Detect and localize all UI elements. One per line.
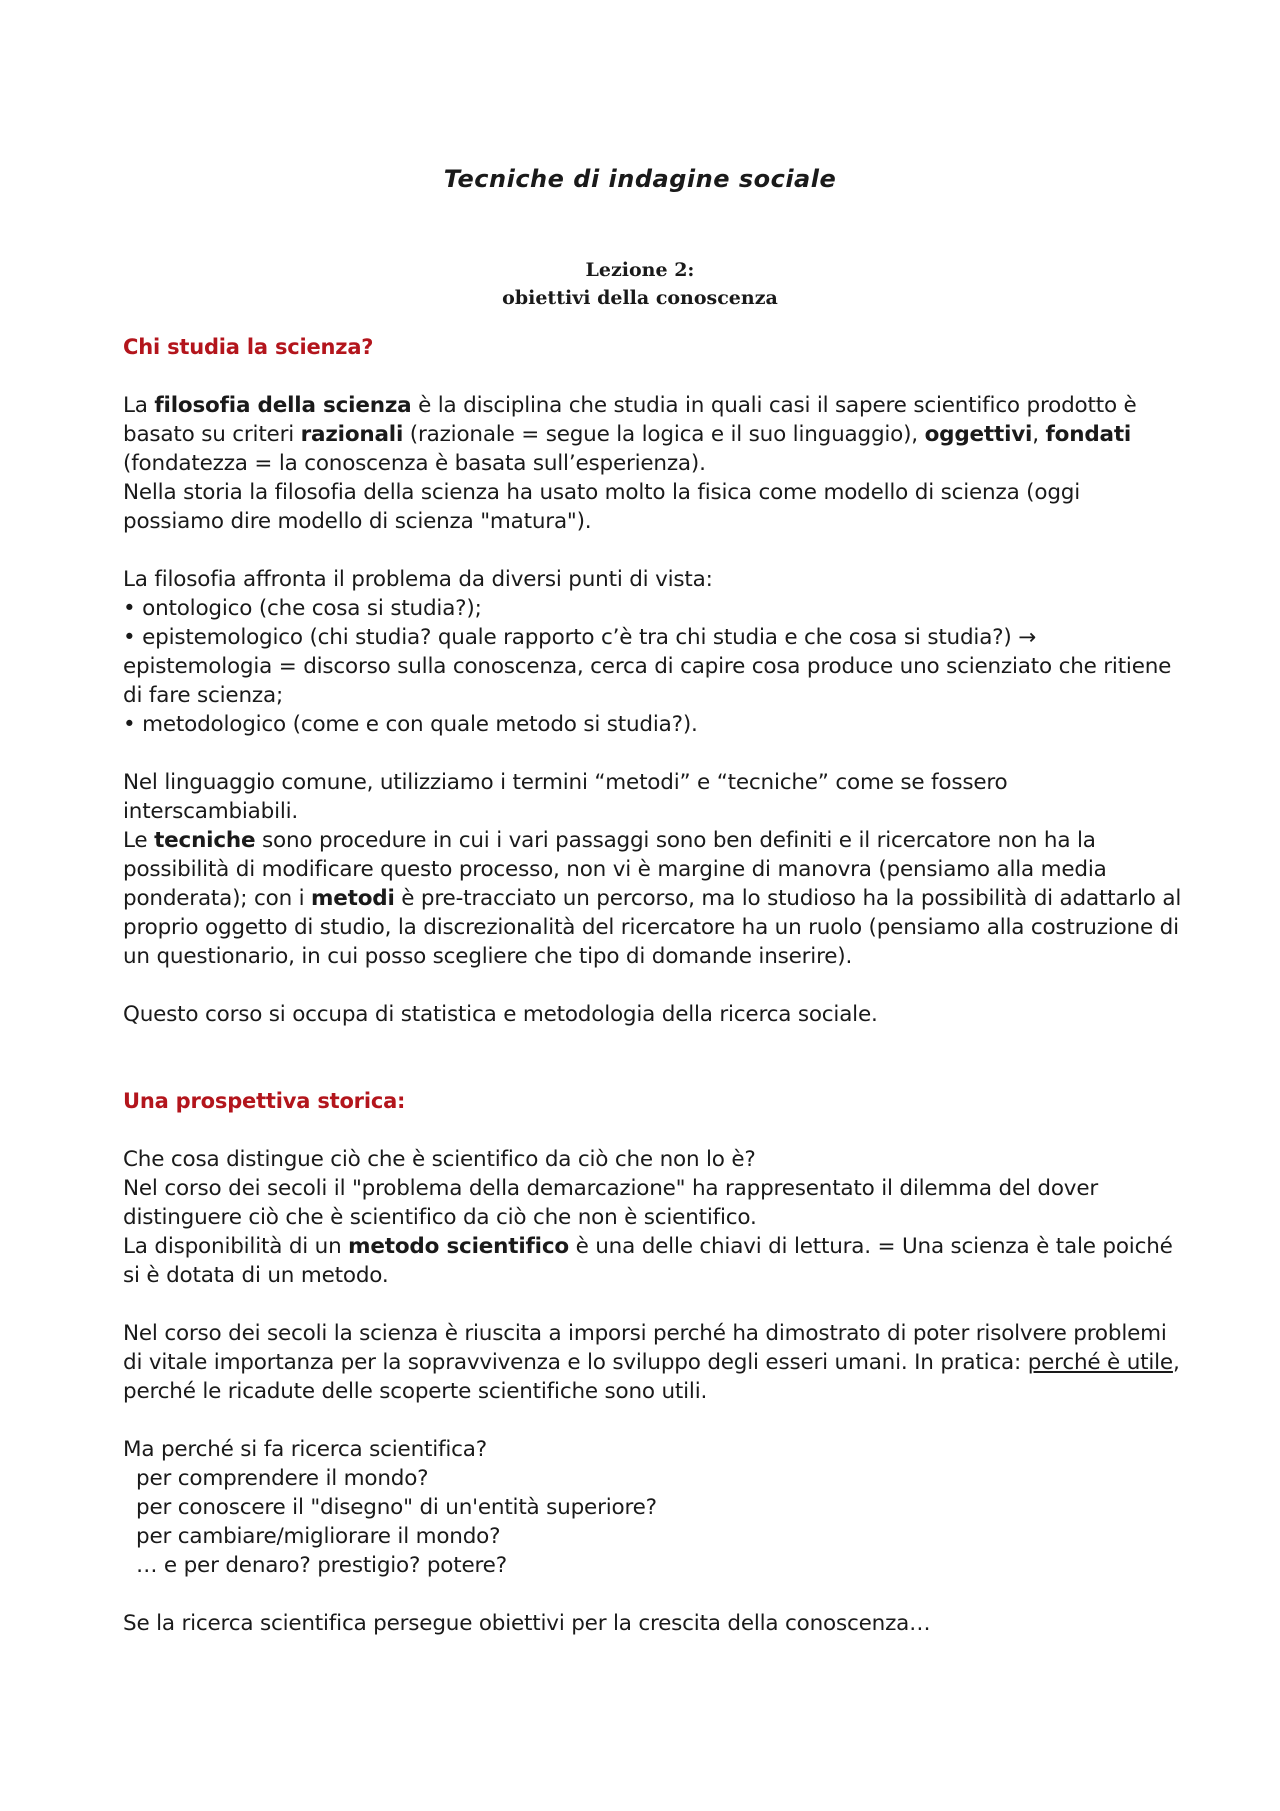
paragraph-corso: Questo corso si occupa di statistica e metodologia della ricerca sociale. <box>123 1002 878 1027</box>
question-item: per conoscere il "disegno" di un'entità superiore? <box>136 1495 657 1520</box>
question-item: per cambiare/migliorare il mondo? <box>136 1524 501 1549</box>
bullet-metodologico: • metodologico (come e con quale metodo si studia?). <box>123 712 698 737</box>
paragraph-filosofia: La filosofia della scienza è la disciplina che studia in quali casi il sapere scientifico prodotto è basato su criteri razionali (razionale = segue la logica e il suo linguaggio), oggettivi, fondati (fondatezza = la conoscenza è basata sull’esperienza). <box>123 393 1137 476</box>
lesson-heading <box>0 256 1280 312</box>
paragraph-metodo-scientifico: La disponibilità di un metodo scientifico è una delle chiavi di lettura. = Una scienza è tale poiché si è dotata di un metodo. <box>123 1234 1173 1288</box>
bullet-ontologico: • ontologico (che cosa si studia?); <box>123 596 482 621</box>
lesson-subtitle: obiettivi della conoscenza <box>502 287 778 309</box>
paragraph-utilita: Nel corso dei secoli la scienza è riuscita a imporsi perché ha dimostrato di poter risolvere problemi di vitale importanza per la sopravvivenza e lo sviluppo degli esseri umani. In pratica: perché è utile, perché le ricadute delle scoperte scientifiche sono utili. <box>123 1321 1180 1404</box>
document-title: Tecniche di indagine sociale <box>443 165 837 193</box>
lesson-number: Lezione 2: <box>585 259 695 281</box>
paragraph-perche-ricerca: Ma perché si fa ricerca scientifica? <box>123 1437 487 1462</box>
paragraph-crescita-conoscenza: Se la ricerca scientifica persegue obiettivi per la crescita della conoscenza… <box>123 1611 931 1636</box>
paragraph-domanda-scientifico: Che cosa distingue ciò che è scientifico da ciò che non lo è? <box>123 1147 756 1172</box>
section-heading-prospettiva-storica: Una prospettiva storica: <box>123 1089 406 1113</box>
paragraph-tecniche-metodi: Le tecniche sono procedure in cui i vari passaggi sono ben definiti e il ricercatore non ha la possibilità di modificare questo processo, non vi è margine di manovra (pensiamo alla media ponderata); con i metodi è pre-tracciato un percorso, ma lo studioso ha la possibilità di adattarlo al proprio oggetto di studio, la discrezionalità del ricercatore ha un ruolo (pensiamo alla costruzione di un questionario, in cui posso scegliere che tipo di domande inserire). <box>123 828 1182 969</box>
question-item: per comprendere il mondo? <box>136 1466 429 1491</box>
paragraph-storia-fisica: Nella storia la filosofia della scienza ha usato molto la fisica come modello di scienza (oggi possiamo dire modello di scienza "matura"). <box>123 480 1080 534</box>
paragraph-linguaggio-comune: Nel linguaggio comune, utilizziamo i termini “metodi” e “tecniche” come se fossero interscambiabili. <box>123 770 1008 824</box>
document-body <box>123 333 1183 1638</box>
bullet-epistemologico: • epistemologico (chi studia? quale rapporto c’è tra chi studia e che cosa si studia?) → epistemologia = discorso sulla conoscenza, cerca di capire cosa produce uno scienziato che ritiene di fare scienza; <box>123 625 1172 708</box>
section-heading-chi-studia: Chi studia la scienza? <box>123 335 374 359</box>
paragraph-demarcazione: Nel corso dei secoli il "problema della demarcazione" ha rappresentato il dilemma del dover distinguere ciò che è scientifico da ciò che non è scientifico. <box>123 1176 1098 1230</box>
paragraph-punti-di-vista: La filosofia affronta il problema da diversi punti di vista: <box>123 567 713 592</box>
question-item: … e per denaro? prestigio? potere? <box>136 1553 507 1578</box>
